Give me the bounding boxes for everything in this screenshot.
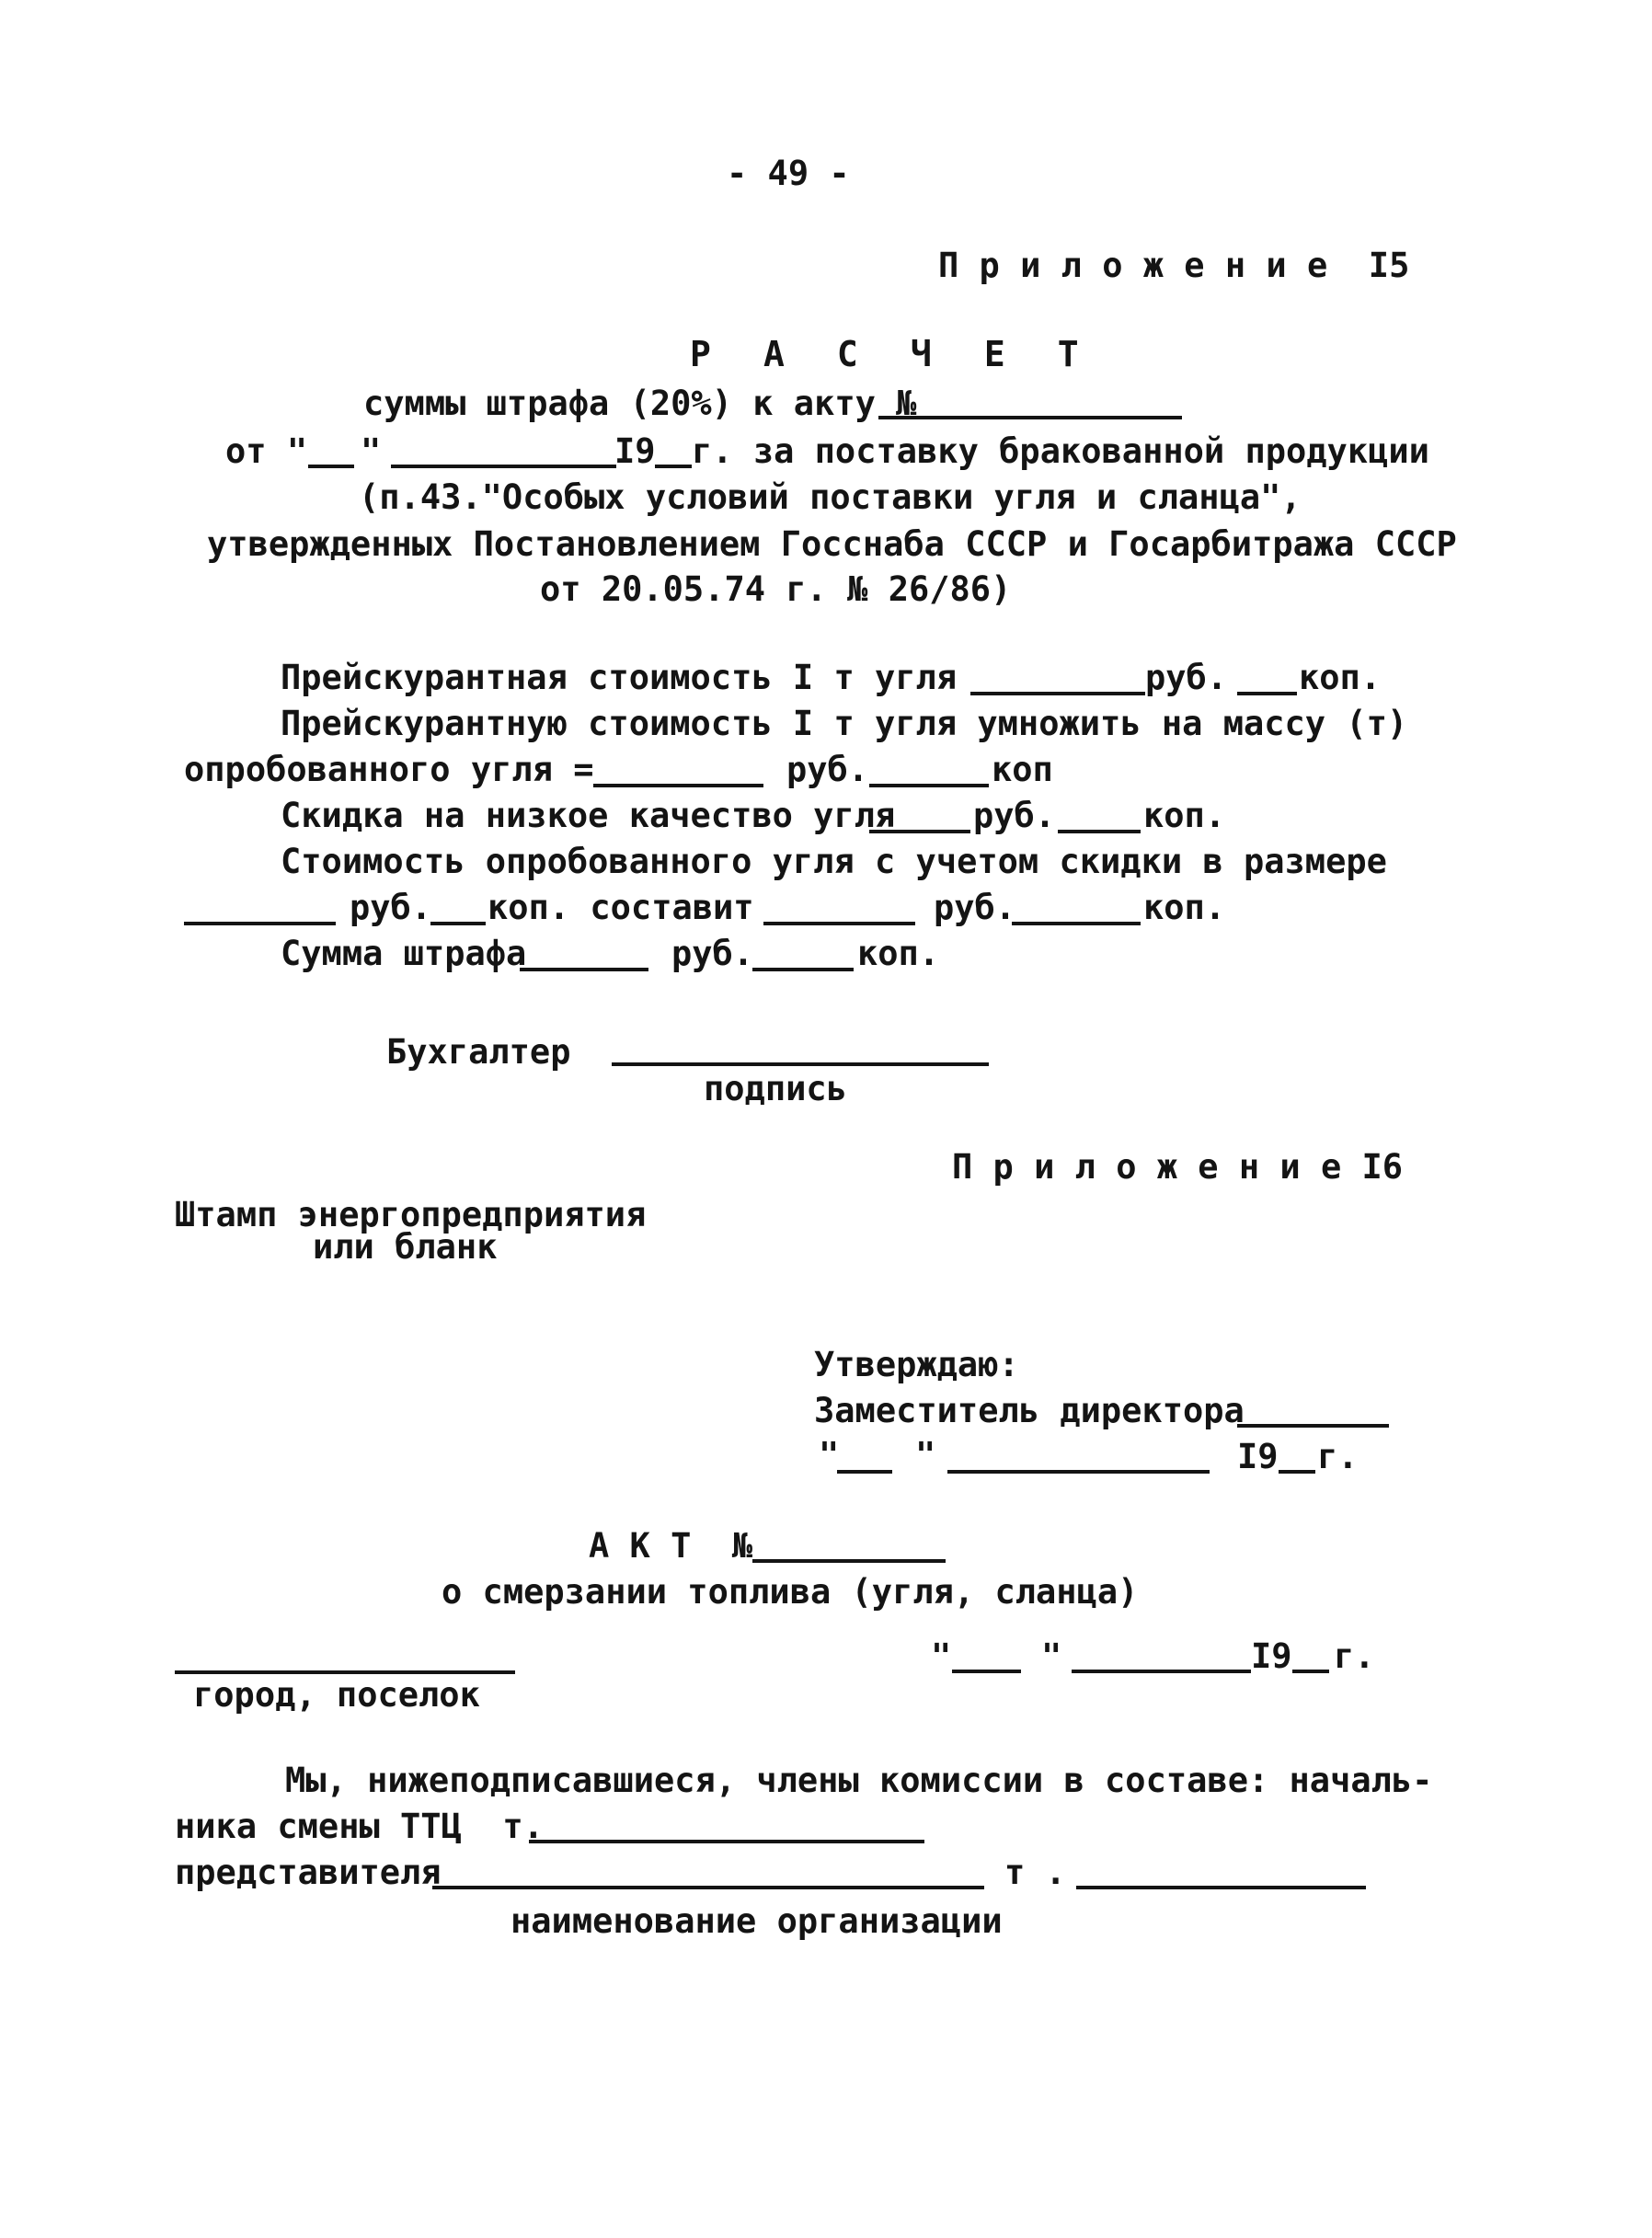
calc-line-2-rest: г. за поставку бракованной продукции [692, 431, 1429, 471]
price-kop-blank[interactable] [1237, 692, 1297, 695]
org-caption: наименование организации [511, 1901, 1003, 1941]
act-date-quote-1: " [931, 1636, 952, 1676]
discount-label: Скидка на низкое качество угля [281, 796, 896, 835]
city-caption: город, поселок [193, 1675, 480, 1715]
cost-rub-2: руб. [934, 888, 1016, 927]
approve-year-suffix: г. [1317, 1437, 1359, 1476]
calc-line-3: (п.43."Особых условий поставки угля и сланца", [359, 477, 1302, 517]
organization-blank[interactable] [432, 1886, 984, 1889]
representative-name-blank[interactable] [1076, 1886, 1366, 1889]
cost-line: Стоимость опробованного угля с учетом скидки в размере [281, 842, 1387, 881]
discount-kop: коп. [1143, 796, 1226, 835]
body-line-2: ника смены ТТЦ т. [175, 1807, 544, 1846]
price-rub: руб. [1145, 658, 1228, 697]
day-blank-1[interactable] [308, 465, 354, 468]
year-blank-1[interactable] [655, 465, 692, 468]
act-year-blank[interactable] [1292, 1670, 1329, 1673]
approve-date-quote-2: " [915, 1435, 936, 1475]
approve-label: Утверждаю: [814, 1345, 1019, 1384]
body-line-3: представителя [175, 1853, 442, 1892]
fine-kop: коп. [857, 934, 940, 973]
fine-label: Сумма штрафа [281, 934, 527, 973]
stamp-line-2: или бланк [313, 1227, 498, 1267]
cost-rub: руб. [350, 888, 432, 927]
accountant-label: Бухгалтер [386, 1032, 571, 1072]
discount-size-blank[interactable] [184, 922, 336, 925]
price-rub-blank[interactable] [970, 692, 1145, 695]
month-blank-1[interactable] [391, 465, 616, 468]
act-number-blank[interactable] [878, 416, 1182, 419]
approve-day-blank[interactable] [837, 1470, 892, 1474]
approve-month-blank[interactable] [947, 1470, 1210, 1474]
tested-kop: коп [992, 750, 1053, 789]
cost-kop-blank[interactable] [430, 922, 486, 925]
tested-rub: руб. [786, 750, 869, 789]
act-day-blank[interactable] [952, 1670, 1021, 1673]
act-month-blank[interactable] [1072, 1670, 1251, 1673]
multiply-line: Прейскурантную стоимость I т угля умножить на массу (т) [281, 704, 1408, 743]
discount-kop-blank[interactable] [1058, 830, 1141, 833]
tested-label: опробованного угля = [184, 750, 594, 789]
cost-total-blank[interactable] [763, 922, 915, 925]
body-line-3-t: т . [1004, 1853, 1066, 1892]
cost-kop: коп. составит [488, 888, 754, 927]
calc-title: Р А С Ч Е Т [690, 334, 1095, 374]
fine-rub: руб. [671, 934, 754, 973]
cost-kop-2: коп. [1143, 888, 1226, 927]
body-line-1: Мы, нижеподписавшиеся, члены комиссии в составе: началь- [285, 1761, 1433, 1800]
stamp-line-1: Штамп энергопредприятия [175, 1195, 647, 1234]
act-date-quote-2: " [1041, 1636, 1062, 1676]
city-blank[interactable] [175, 1670, 515, 1674]
discount-rub-blank[interactable] [869, 830, 970, 833]
appendix-15-heading: П р и л о ж е н и е I5 [938, 246, 1410, 285]
approve-year: I9 [1237, 1437, 1279, 1476]
page-number: - 49 - [727, 154, 850, 193]
deputy-name-blank[interactable] [1237, 1424, 1389, 1428]
fine-kop-blank[interactable] [752, 968, 854, 971]
price-kop: коп. [1299, 658, 1382, 697]
approve-date-quote-1: " [819, 1435, 840, 1475]
calc-line-2-from: от " [225, 431, 308, 471]
appendix-16-heading: П р и л о ж е н и е I6 [952, 1147, 1404, 1187]
calc-line-4: утвержденных Постановлением Госснаба СССР и Госарбитража СССР [207, 524, 1457, 564]
signature-caption: подпись [704, 1069, 847, 1108]
tested-kop-blank[interactable] [869, 784, 989, 787]
price-label: Прейскурантная стоимость I т угля [281, 658, 958, 697]
calc-line-2-quote: " [361, 431, 382, 471]
act-year-suffix: г. [1334, 1636, 1375, 1676]
discount-rub: руб. [973, 796, 1056, 835]
cost-kop2-blank[interactable] [1012, 922, 1141, 925]
shift-chief-blank[interactable] [529, 1840, 924, 1843]
act-number-blank-2[interactable] [752, 1559, 946, 1563]
calc-line-2-year: I9 [614, 431, 656, 471]
accountant-signature-line[interactable] [612, 1062, 989, 1066]
calc-line-5: от 20.05.74 г. № 26/86) [540, 569, 1012, 609]
act-year: I9 [1251, 1636, 1292, 1676]
fine-rub-blank[interactable] [520, 968, 648, 971]
calc-line-1: суммы штрафа (20%) к акту № [363, 384, 917, 423]
deputy-label: Заместитель директора [814, 1391, 1245, 1430]
act-title: А К Т № [589, 1526, 753, 1566]
tested-value-blank[interactable] [593, 784, 763, 787]
approve-year-blank[interactable] [1279, 1470, 1315, 1474]
act-subtitle: о смерзании топлива (угля, сланца) [442, 1572, 1139, 1612]
